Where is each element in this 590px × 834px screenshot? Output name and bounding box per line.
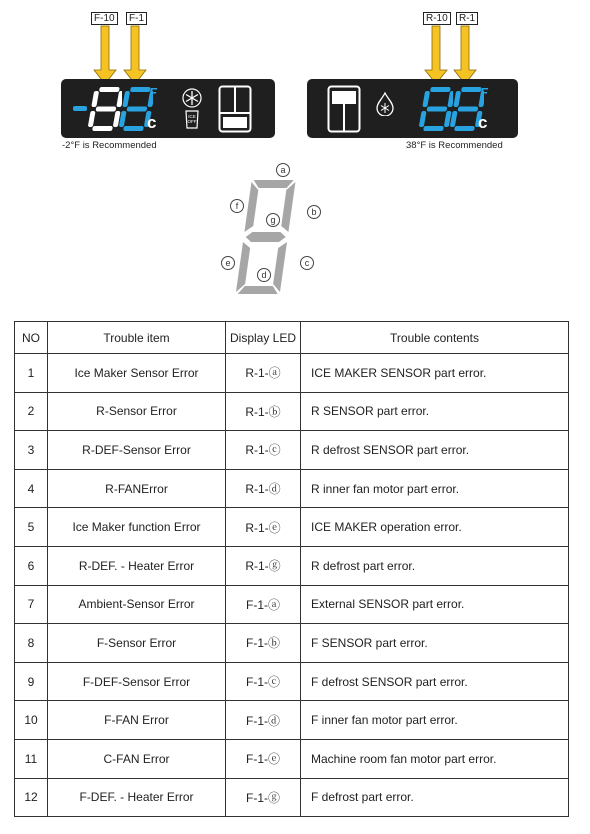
cell-trouble-contents: F defrost part error. [301, 778, 569, 817]
snowflake-icon [182, 88, 202, 108]
cell-no: 8 [15, 624, 48, 663]
arrow-down-icon [124, 26, 146, 84]
cell-trouble-contents: R defrost part error. [301, 546, 569, 585]
cell-display-led: F-1-ⓒ [226, 662, 301, 701]
table-body [15, 354, 569, 817]
segment-label-b: b [307, 205, 321, 219]
fridge-display-panel [307, 79, 518, 138]
digit-8-white [88, 86, 122, 132]
cell-no: 11 [15, 739, 48, 778]
cell-trouble-contents: ICE MAKER SENSOR part error. [301, 354, 569, 393]
cell-trouble-item: Ice Maker Sensor Error [48, 354, 226, 393]
cell-trouble-item: Ice Maker function Error [48, 508, 226, 547]
cell-trouble-contents: F defrost SENSOR part error. [301, 662, 569, 701]
cell-trouble-item: R-DEF. - Heater Error [48, 546, 226, 585]
cell-no: 4 [15, 469, 48, 508]
header-trouble-item: Trouble item [48, 322, 226, 354]
fridge-label-r10: R-10 [423, 12, 451, 25]
cell-trouble-item: F-FAN Error [48, 701, 226, 740]
cell-no: 9 [15, 662, 48, 701]
arrow-down-icon [425, 26, 447, 84]
table-row [15, 546, 569, 585]
cell-display-led: F-1-ⓓ [226, 701, 301, 740]
cell-trouble-item: Ambient-Sensor Error [48, 585, 226, 624]
cell-display-led: R-1-ⓖ [226, 546, 301, 585]
segment-label-a: a [276, 163, 290, 177]
segment-b [280, 182, 295, 232]
cell-display-led: R-1-ⓓ [226, 469, 301, 508]
ice-off-label: ICE OFF [187, 114, 197, 124]
segment-c [272, 242, 287, 292]
cell-no: 3 [15, 431, 48, 470]
header-no: NO [15, 322, 48, 354]
cell-trouble-contents: Machine room fan motor part error. [301, 739, 569, 778]
segment-label-d: d [257, 268, 271, 282]
cell-trouble-item: R-FANError [48, 469, 226, 508]
table-row [15, 662, 569, 701]
trouble-table [14, 321, 569, 817]
unit-celsius: c [147, 113, 157, 132]
header-trouble-contents: Trouble contents [301, 322, 569, 354]
cell-trouble-item: F-DEF. - Heater Error [48, 778, 226, 817]
cell-no: 10 [15, 701, 48, 740]
cell-display-led: F-1-ⓔ [226, 739, 301, 778]
unit-fahrenheit: F [149, 85, 157, 100]
freezer-label-f1: F-1 [126, 12, 147, 25]
cell-display-led: R-1-ⓑ [226, 392, 301, 431]
cell-trouble-item: R-DEF-Sensor Error [48, 431, 226, 470]
cell-trouble-contents: F inner fan motor part error. [301, 701, 569, 740]
arrow-down-icon [94, 26, 116, 84]
table-row [15, 585, 569, 624]
table-row [15, 508, 569, 547]
cell-trouble-item: F-Sensor Error [48, 624, 226, 663]
segment-label-e: e [221, 256, 235, 270]
unit-celsius: c [478, 113, 488, 132]
table-row [15, 624, 569, 663]
water-drop-icon [375, 92, 395, 116]
segment-g [245, 232, 286, 242]
cell-display-led: F-1-ⓑ [226, 624, 301, 663]
cell-trouble-item: F-DEF-Sensor Error [48, 662, 226, 701]
unit-fahrenheit: F [480, 85, 488, 100]
cell-no: 12 [15, 778, 48, 817]
cell-no: 1 [15, 354, 48, 393]
minus-segment [73, 106, 87, 111]
segment-e [236, 242, 251, 292]
cell-trouble-item: R-Sensor Error [48, 392, 226, 431]
fridge-recommended-text: 38°F is Recommended [406, 140, 503, 151]
table-header-row [15, 322, 569, 354]
freezer-label-f10: F-10 [91, 12, 118, 25]
table-row [15, 701, 569, 740]
table-row [15, 778, 569, 817]
arrow-down-icon [454, 26, 476, 84]
cell-trouble-contents: External SENSOR part error. [301, 585, 569, 624]
segment-label-c: c [300, 256, 314, 270]
freezer-recommended-text: -2°F is Recommended [62, 140, 157, 151]
segment-label-g: g [266, 213, 280, 227]
fridge-label-r1: R-1 [456, 12, 478, 25]
table-row [15, 739, 569, 778]
segment-a [253, 180, 294, 188]
freezer-display-panel [61, 79, 275, 138]
freezer-compartment-icon [218, 85, 252, 133]
cell-trouble-contents: F SENSOR part error. [301, 624, 569, 663]
cell-trouble-contents: ICE MAKER operation error. [301, 508, 569, 547]
seven-segment-diagram [232, 178, 304, 300]
segment-d [238, 286, 279, 294]
cell-display-led: R-1-ⓒ [226, 431, 301, 470]
cell-display-led: R-1-ⓐ [226, 354, 301, 393]
cell-no: 7 [15, 585, 48, 624]
cell-trouble-contents: R SENSOR part error. [301, 392, 569, 431]
table-row [15, 392, 569, 431]
cell-display-led: R-1-ⓔ [226, 508, 301, 547]
segment-f [244, 182, 259, 232]
cell-no: 6 [15, 546, 48, 585]
cell-display-led: F-1-ⓖ [226, 778, 301, 817]
table-row [15, 431, 569, 470]
header-display-led: Display LED [226, 322, 301, 354]
digit-8-blue [419, 86, 453, 132]
cell-no: 2 [15, 392, 48, 431]
table-row [15, 354, 569, 393]
cell-trouble-contents: R inner fan motor part error. [301, 469, 569, 508]
cell-display-led: F-1-ⓐ [226, 585, 301, 624]
cell-trouble-item: C-FAN Error [48, 739, 226, 778]
table-row [15, 469, 569, 508]
segment-label-f: f [230, 199, 244, 213]
cell-trouble-contents: R defrost SENSOR part error. [301, 431, 569, 470]
cell-no: 5 [15, 508, 48, 547]
fridge-compartment-icon [327, 85, 361, 133]
